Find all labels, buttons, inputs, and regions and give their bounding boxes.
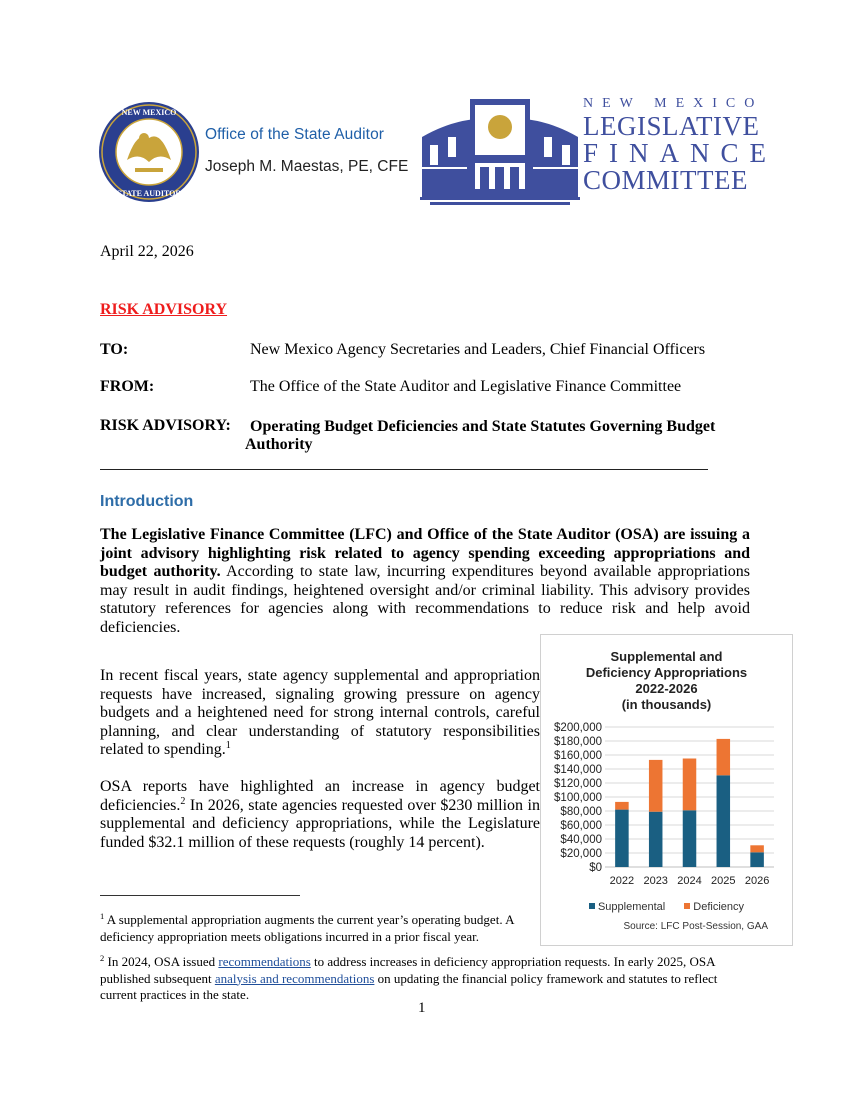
x-tick-label: 2025 (711, 875, 736, 887)
chart-title-line: (in thousands) (621, 697, 712, 712)
x-tick-label: 2026 (744, 875, 770, 887)
intro-paragraph-1-bold: The Legislative Finance Committee (LFC) and Office of the State Auditor (OSA) are issuing a joint advisory highlighting risk related to agency spending exceeding appropriations and budget authority. (100, 526, 750, 581)
y-tick-label: $200,000 (554, 722, 602, 734)
chart-plot-area (541, 635, 792, 945)
osa-office-name: Office of the State Auditor (205, 126, 385, 143)
y-tick-label: $140,000 (554, 764, 602, 776)
from-label: FROM: (100, 378, 155, 395)
subject-label: RISK ADVISORY: (100, 417, 231, 434)
intro-paragraph-3 (100, 778, 540, 852)
chart-source: Source: LFC Post-Session, GAA (623, 921, 768, 932)
bar-deficiency-2026 (750, 845, 764, 852)
introduction-heading: Introduction (100, 493, 194, 510)
bar-deficiency-2024 (683, 759, 697, 811)
lfc-line-legislative: LEGISLATIVE (583, 111, 760, 141)
chart-title-line: 2022-2026 (635, 681, 698, 696)
footnote-divider (100, 895, 300, 896)
appropriations-chart (540, 634, 793, 946)
footnote-ref-1[interactable]: 1 (225, 740, 231, 752)
footnote-2 (100, 954, 750, 1004)
intro-paragraph-1 (100, 526, 750, 638)
x-tick-label: 2023 (643, 875, 668, 887)
bar-supplemental-2026 (750, 852, 764, 867)
to-label: TO: (100, 341, 129, 358)
y-tick-label: $60,000 (560, 820, 602, 832)
state-auditor-name: Joseph M. Maestas, PE, CFE (205, 158, 409, 175)
legend-item-supplemental (589, 901, 665, 913)
intro-paragraph-1-rest: According to state law, incurring expenditures beyond available appropriations may result in audit findings, heightened oversight and/or criminal liability. This advisory provides statutory references for agencies along with recommendations to reduce risk and help avoid deficiencies. (100, 563, 750, 636)
subject-value-line1: Operating Budget Deficiencies and State Statutes Governing Budget (250, 418, 716, 435)
intro-paragraph-3-text-b: In 2026, state agencies requested over $230 million in supplemental and deficiency appropriations, while the Legislature funded $32.1 million of these requests (roughly 14 percent). (100, 796, 540, 851)
chart-legend (541, 901, 792, 913)
lfc-wordmark (583, 95, 777, 194)
lfc-line-committee: COMMITTEE (583, 165, 748, 195)
recommendations-link[interactable]: recommendations (218, 954, 311, 969)
svg-text:STATE AUDITOR: STATE AUDITOR (116, 189, 182, 198)
state-auditor-seal-logo (97, 100, 201, 204)
legend-label: Supplemental (597, 901, 666, 913)
footnote-1-text: A supplemental appropriation augments the current year’s operating budget. A deficiency appropriation meets obligations incurred in a prior fiscal year. (100, 912, 514, 944)
footnote-2-text-b: to address increases in deficiency appropriation requests. In early 2025, OSA published subsequent (100, 954, 715, 986)
bar-supplemental-2025 (717, 775, 731, 867)
bar-supplemental-2024 (683, 810, 697, 867)
intro-paragraph-2-text: In recent fiscal years, state agency supplemental and appropriation requests have increased, signaling growing pressure on agency budgets and a heightened need for strong internal controls, careful planning, and clear understanding of statutory responsibilities related to spending. (100, 667, 540, 759)
header-divider (100, 469, 708, 470)
bar-deficiency-2025 (717, 739, 731, 775)
bar-deficiency-2022 (615, 802, 629, 810)
footnote-2-number: 2 (100, 953, 105, 963)
bar-supplemental-2023 (649, 812, 663, 867)
footnote-2-text-a: In 2024, OSA issued (104, 954, 219, 969)
x-tick-label: 2024 (677, 875, 702, 887)
footnote-1-number: 1 (100, 911, 105, 921)
x-tick-label: 2022 (609, 875, 635, 887)
capitol-building-logo (420, 97, 580, 207)
legend-item-deficiency (684, 901, 744, 913)
y-tick-label: $80,000 (560, 806, 602, 818)
chart-title-line: Deficiency Appropriations (585, 665, 748, 680)
analysis-and-recommendations-link[interactable]: analysis and recommendations (214, 970, 375, 986)
to-value: New Mexico Agency Secretaries and Leaders, Chief Financial Officers (250, 341, 706, 358)
footnote-2-text-c: on updating the financial policy framework and statutes to reflect current practices in the state. (100, 970, 718, 1002)
intro-paragraph-3-text-a: OSA reports have highlighted an increase in agency budget deficiencies. (100, 778, 540, 814)
y-tick-label: $100,000 (554, 792, 602, 804)
from-value: The Office of the State Auditor and Legislative Finance Committee (250, 378, 682, 395)
y-tick-label: $180,000 (554, 736, 602, 748)
y-tick-label: $40,000 (560, 834, 602, 846)
lfc-line-new-mexico: NEW MEXICO (583, 96, 764, 111)
legend-swatch-supplemental (589, 903, 595, 909)
subject-value-line2: Authority (245, 436, 313, 453)
bar-deficiency-2023 (649, 760, 663, 812)
y-tick-label: $120,000 (554, 778, 602, 790)
chart-title-line: Supplemental and (610, 649, 723, 664)
y-tick-label: $20,000 (560, 848, 602, 860)
y-tick-label: $0 (589, 862, 602, 874)
intro-paragraph-2 (100, 667, 540, 760)
risk-advisory-label: RISK ADVISORY (100, 301, 228, 318)
memo-date: April 22, 2026 (100, 243, 194, 260)
footnote-ref-2[interactable]: 2 (180, 795, 186, 807)
lfc-line-finance: FINANCE (583, 138, 778, 168)
legend-swatch-deficiency (684, 903, 690, 909)
legend-label: Deficiency (693, 901, 745, 913)
bar-supplemental-2022 (615, 810, 629, 867)
y-tick-label: $160,000 (554, 750, 602, 762)
footnote-1 (100, 912, 540, 945)
page-number: 1 (418, 1000, 426, 1016)
svg-text:NEW MEXICO: NEW MEXICO (121, 108, 177, 117)
